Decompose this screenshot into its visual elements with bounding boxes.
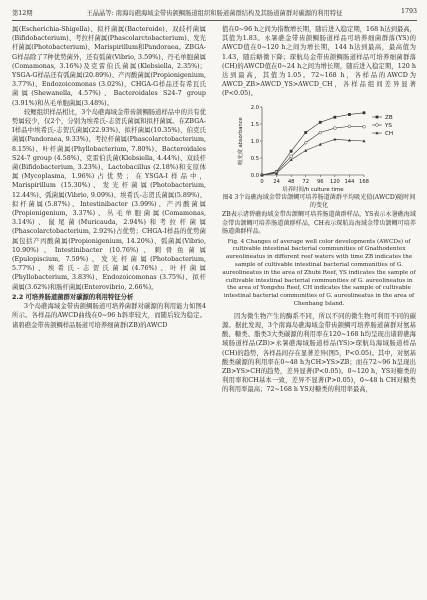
header-rule	[12, 20, 417, 21]
data-point-ys	[333, 126, 336, 129]
x-tick-label: 144	[344, 178, 355, 185]
data-point-ys	[348, 125, 351, 128]
y-tick-label: 1.5	[250, 121, 259, 128]
x-tick-label: 0	[260, 178, 264, 185]
figure-caption-en: Fig. 4 Changes of average well color developments (AWCDs) of cultivable intestinal bacterial communities of Gnathodentex aureolineatus in different reef waters with time ZB indicates the sample of cultivable intestinal bacterial communities of G. aureolineatus in the area of Zhubi Reef, YS indicates the sample of cultivable intestinal bacterial communities of G. aureolineatus in the area of Yongshu Reef, CH indicates the sample of cultivable intestinal bacterial communities of G. aureolineatus in the area of Chenhang Island.	[222, 238, 416, 308]
data-point-ch	[290, 158, 293, 161]
x-axis-label: 培养时间/h culture time	[282, 186, 344, 193]
y-tick-label: 2.0	[250, 104, 259, 111]
left-column	[12, 25, 206, 330]
paragraph-2: 较鲤组织样品相比，3个岛礁海域金带齿颌鲷肠道样品中的共有优势属较少，仅2个，分别为埃希氏-志贺氏菌属和拟杆菌属。在ZBGA-I样品中埃希氏-志贺氏菌属(22.93%)、拟杆菌属(10.35%)、伯克氏菌属(Pandoraea, 9.33%)、考拉杆菌属(Phascolarctobacterium, 8.15%)、叶杆菌属(Phyllobacterium, 7.80%)、Bacteroidales S24-7 group (4.58%)、克雷伯氏菌(Klebsiella, 4.44%)、双歧杆菌(Bifidobacterium, 3.23%)、Lactobacillus (2.18%)和支原体属(Mycoplasma, 1.96%)占优势；在YSGA-I样品中，Marispirillum (15.30%)、发光杆菌属(Photobacterium, 12.44%)、弧菌属(Vibrio, 9.09%)、埃希氏-志贺氏菌属(5.89%)、拟杆菌属(5.87%)、Intestinibacter (3.99%)、产丙酸菌属(Propionigenium, 3.37%)、丛毛单胞菌属(Comamonas, 3.14%)、鼠尾菌(Muricauda, 2.94%)和考拉杆菌属(Phascolarctobacterium, 2.92%)占优势；CHGA-I样品的优势菌属包括产丙酸菌属(Propionigenium, 14.20%)、弧菌属(Vibrio, 10.90%)、Intestinibacter (10.76%)、刺骨鱼菌属(Epulopiscium, 7.59%)、发光杆菌属(Photobacterium, 5.77%)、埃希氏-志贺氏菌属(4.76%)、叶杆菌属(Phyllobacterium, 3.83%)、Endozoicomonas (3.75%)、拟杆菌属(3.62%)和肠杆菌属(Enterovibrio, 2.66%)。	[12, 108, 206, 291]
data-point-zb	[304, 131, 307, 134]
y-tick-label: 0.5	[250, 155, 259, 162]
y-axis-label: 吸光度 absorbance	[238, 116, 244, 165]
figure-note-cn: ZB表示诸碧礁海域金带齿颌鲷可培养肠道菌群样品，YS表示永暑礁海域金带齿颌鲷可培养肠道菌群样品，CH表示琛航岛海域金带齿颌鲷可培养肠道菌群样品。	[222, 211, 416, 236]
legend-label-zb: ZB	[385, 114, 393, 121]
data-point-zb	[290, 149, 293, 152]
page-header	[12, 8, 417, 20]
issue-number: 第12期	[12, 10, 33, 17]
paragraph-4: 值在0~96 h之间为指数增长期，随后进入稳定期，168 h达到最高，其值为1.83。永暑礁金带齿颌鲷肠道样品可培养细菌群落(YS)的AWCD值在0~120 h之间为增长期，144 h达到最高，最高值为1.43，随后略微下降；琛航岛金带齿颌鲷肠道样品可培养细菌群落(CH)的AWCD值在0~24 h之间为增长期，随后进入稳定期，120 h达到最高，其值为1.05。72~168 h，各样品的AWCD为AWCD_ZB>AWCD_YS>AWCD_CH，各样品组间差异显著(P<0.05)。	[222, 26, 416, 98]
x-tick-label: 120	[329, 178, 340, 185]
legend-marker-ys	[376, 123, 379, 126]
series-line-ys	[262, 126, 364, 175]
y-tick-label: 1.0	[250, 138, 259, 145]
paragraph-3: 3个岛礁海域金带齿颌鲷肠道可培养菌群对碳源的利用能力如图4所示。各样品的AWCD曲线在0~96 h斜率较大，而随后较为稳定。诸碧礁金带齿颌鲷样品肠道可培养细菌群(ZB)的AWCD	[12, 303, 206, 329]
legend-marker-zb	[376, 115, 379, 118]
data-point-ys	[319, 131, 322, 134]
running-title: 王晶晶等: 南海岛礁海域金带齿颌鲷肠道组织和肠道菌群结构及其肠道菌群对碳源的利用特征	[86, 10, 343, 17]
data-point-zb	[319, 121, 322, 124]
page-number: 1793	[400, 8, 417, 15]
legend-label-ys: YS	[385, 122, 392, 129]
series-line-ch	[262, 139, 364, 175]
paragraph-1: 属(Escherichia-Shigella)、拟杆菌属(Bacteroide)、双歧杆菌属(Bifidobacterium)、考拉杆菌属(Phascolarctobacterium)、发光杆菌属(Photobacterium)、Marispirillum和Pandoraea。ZBGA-G样品除了7种优势菌外，还有弧菌(Vibrio, 3.59%)、丹毛单胞菌属(Comamonas, 3.16%)及克雷伯氏菌属(Klebsiella, 2.35%)；YSGA-G样品还有弧菌属(20.89%)、产丙酸菌属(Propionigenium, 3.77%)、Endozoicomonas (3.02%)，CHGA-G样品还有希瓦氏菌属(Shewanella, 4.57%)、Bacteroidales S24-7 group (3.91%)和丛毛单胞菌属(3.48%)。	[12, 26, 206, 107]
x-tick-label: 48	[287, 178, 295, 185]
x-tick-label: 96	[316, 178, 324, 185]
series-line-zb	[262, 112, 364, 174]
right-column	[222, 25, 416, 395]
y-tick-label: 0.0	[250, 172, 259, 179]
section-heading: 2.2 可培养肠道菌群对碳源的利用特征分析	[12, 293, 134, 301]
data-point-ys	[304, 141, 307, 144]
x-tick-label: 24	[273, 178, 280, 185]
figure-caption-cn: 图4 3个岛礁海域金带齿颌鲷可培养肠道菌群平均吸光值(AWCD)随时间的变化	[222, 193, 416, 210]
x-tick-label: 168	[359, 178, 369, 185]
x-tick-label: 72	[302, 178, 310, 185]
data-point-zb	[333, 115, 336, 118]
awcd-line-chart	[222, 101, 416, 193]
chart-svg	[222, 101, 416, 193]
legend-label-ch: CH	[385, 130, 394, 137]
data-point-zb	[363, 111, 366, 114]
paragraph-5: 因为微生物产生的酶系不同，所以不同的微生物可利用不同的碳源。据此发现，3个南海岛礁海域金带齿颌鲷可培养肠道菌群对氨基酸、糖类、脂类3大类碳源的利用率在120~168 h均呈现出诸碧礁海域肠道样品(ZB)>永暑礁海域肠道样品(YS)>琛航岛海域肠道样品(CH)的趋势，各样品间存在显著差异(图5，P<0.05)。其中，对氨基酸类碳源的利用率在0~48 h为CH>YS>ZB；而在72~96 h呈现出ZB>YS>CH的趋势，差异显著(P<0.05)。0~120 h，YS对糖类的利用率和CH基本一致，差异不显著(P>0.05)，0~48 h CH对糖类的利用率最高；72~168 h YS对糖类的利用率最高，	[222, 312, 416, 394]
data-point-zb	[348, 113, 351, 116]
data-point-ys	[290, 155, 293, 158]
data-point-ys	[363, 125, 366, 128]
